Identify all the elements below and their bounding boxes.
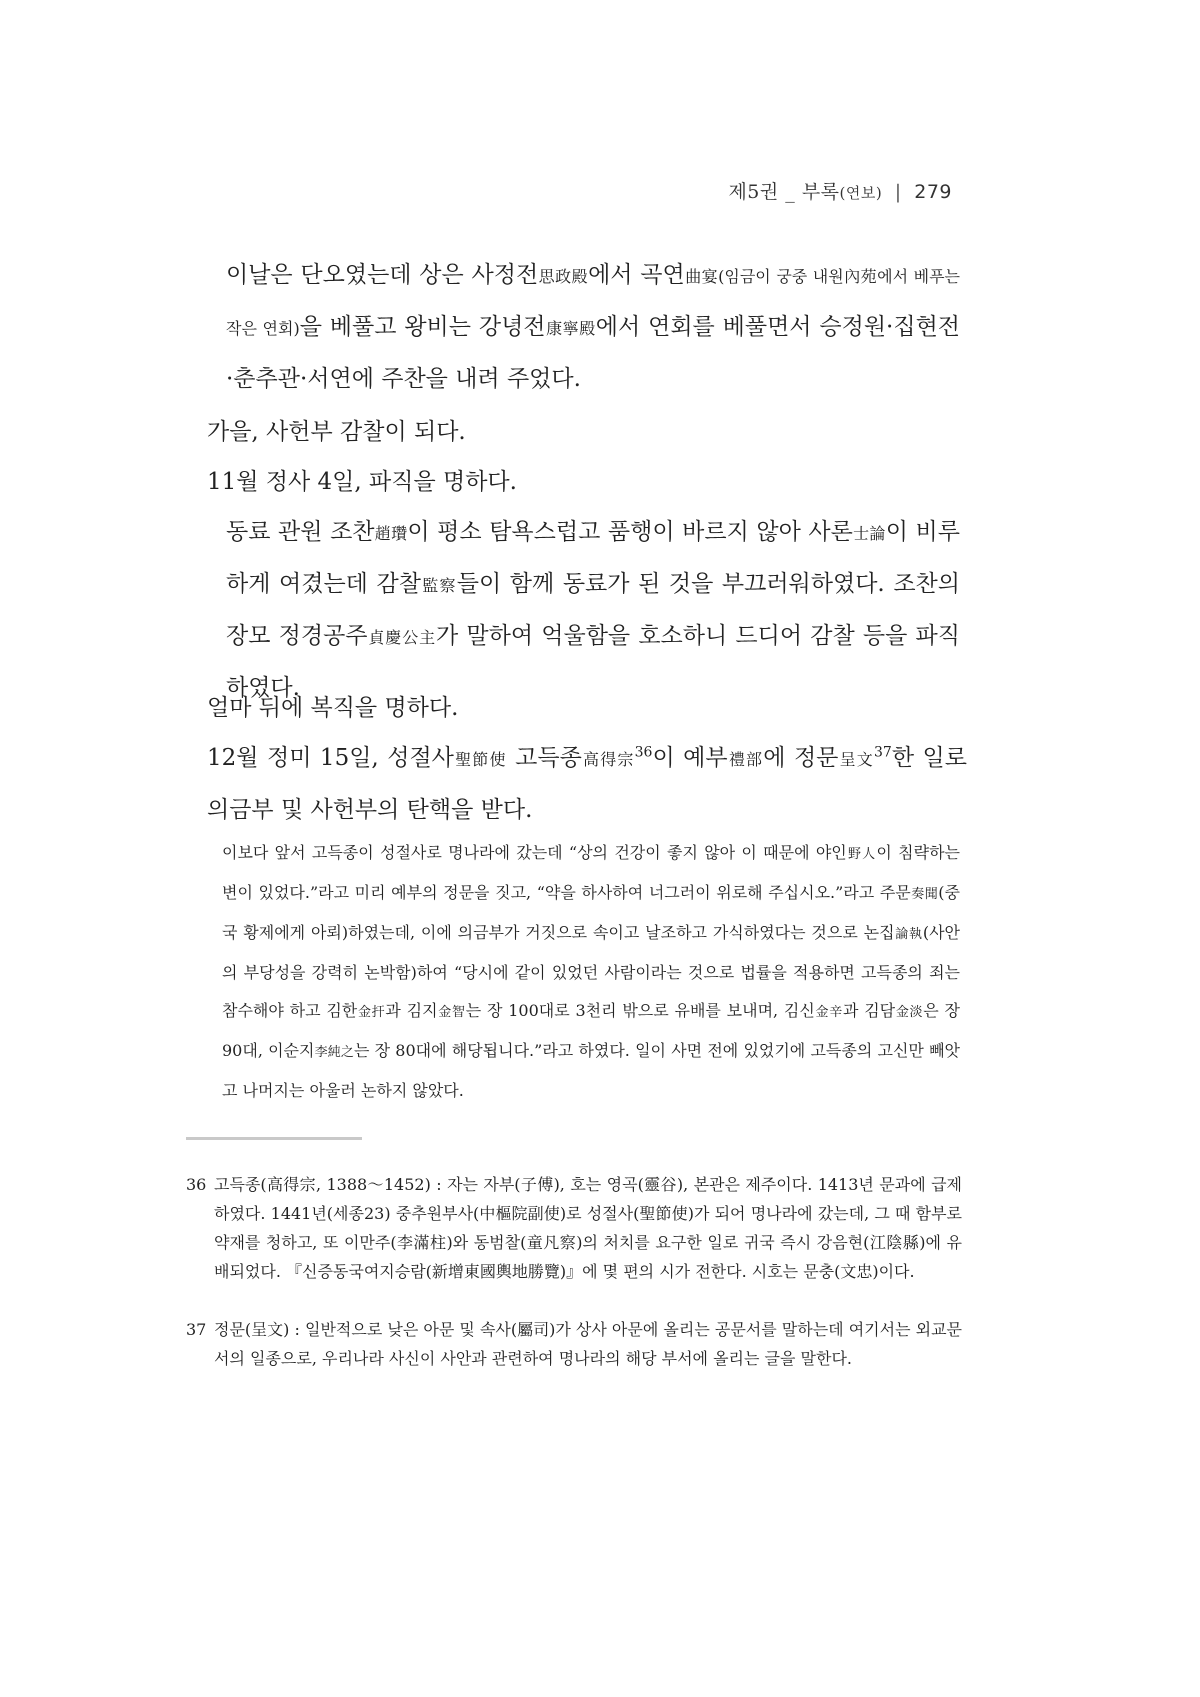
hanja-span: 金辛: [814, 1005, 843, 1020]
hanja-span: 思政殿: [538, 267, 589, 286]
text-span: 에 정문: [763, 745, 839, 771]
hanja-span: 金淡: [895, 1005, 924, 1020]
hanja-span: 趙瓚: [374, 524, 408, 543]
text-span: 과 김담: [842, 1001, 896, 1020]
section-sub-label: (연보): [839, 184, 883, 202]
paragraph-godeukjong-case: [222, 834, 960, 1110]
heading-november-dismissal: 11월 정사 4일, 파직을 명하다.: [207, 469, 517, 495]
hanja-span: 監察: [420, 576, 457, 595]
hanja-span: 奏聞: [910, 887, 939, 902]
running-header: [728, 177, 952, 204]
text-span: (사안의 부당성을 강력히 논박함)하여 “당시에 같이 있었던 사람이라는 것으로 법률을 적용하면 고득종의 죄는 참수해야 하고 김한: [222, 923, 960, 1020]
paragraph-dano-banquet: [226, 250, 960, 404]
text-span: 는 장 100대로 3천리 밖으로 유배를 보내며, 김신: [465, 1001, 815, 1020]
text-span: 이 비루하게 여겼는데 감찰: [226, 519, 960, 597]
footnote-ref-36[interactable]: 36: [634, 744, 653, 761]
text-span: 을 베풀고 왕비는 강녕전: [299, 314, 546, 340]
section-label: 부록: [801, 181, 840, 203]
footnote-36: [186, 1170, 962, 1286]
hanja-span: 李純之: [314, 1045, 354, 1060]
hanja-span: 聖節使: [453, 750, 507, 769]
text-span: (중국 황제에게 아뢰)하였는데, 이에 의금부가 거짓으로 속이고 날조하고 가식하였다는 것으로 논집: [222, 883, 960, 942]
hanja-span: 士論: [852, 524, 886, 543]
heading-autumn-inspector: 가을, 사헌부 감찰이 되다.: [207, 419, 466, 445]
text-span: 은 장 90대, 이순지: [222, 1001, 960, 1060]
text-span: 한 일로 의금부 및 사헌부의 탄핵을 받다.: [207, 745, 967, 823]
hanja-span: 論執: [894, 927, 923, 942]
heading-december-impeachment: [207, 733, 967, 835]
heading-reinstatement: 얼마 뒤에 복직을 명하다.: [207, 695, 459, 721]
footnote-text: 정문(呈文) : 일반적으로 낮은 아문 및 속사(屬司)가 상사 아문에 올리는 공문서를 말하는데 여기서는 외교문서의 일종으로, 우리나라 사신이 사안과 관련하여 명나라의 해당 부서에 올리는 글을 말한다.: [214, 1320, 962, 1368]
footnote-text: 고득종(高得宗, 1388～1452) : 자는 자부(子傅), 호는 영곡(靈谷), 본관은 제주이다. 1413년 문과에 급제하였다. 1441년(세종23) 중추원부사(中樞院副使)로 성절사(聖節使)가 되어 명나라에 갔는데, 그 때 함부로 약재를 청하고, 또 이만주(李滿柱)와 동범찰(童凡察)의 처치를 요구한 일로 귀국 즉시 강음현(江陰縣)에 유배되었다. 『신증동국여지승람(新增東國輿地勝覽)』에 몇 편의 시가 전한다. 시호는 문충(文忠)이다.: [214, 1175, 962, 1281]
volume-label: 제5권: [728, 181, 779, 203]
hanja-span: 高得宗: [581, 750, 635, 769]
footnote-number: 37: [186, 1320, 207, 1339]
footnote-divider: [186, 1137, 362, 1140]
hanja-span: 呈文: [838, 750, 874, 769]
text-span: 이날은 단오였는데 상은 사정전: [226, 262, 539, 288]
text-span: 들이 함께 동료가 된 것을 부끄러워하였다. 조찬의 장모 정경공주: [226, 571, 960, 649]
hanja-span: 康寧殿: [545, 319, 596, 338]
hanja-span: 禮部: [727, 750, 764, 769]
gloss-span: (임금이 궁중 내원: [718, 267, 844, 286]
header-separator: |: [894, 181, 902, 203]
gloss-span: 에서 베푸는 작은 연회): [226, 267, 960, 338]
hanja-span: 金扞: [357, 1005, 386, 1020]
page-number: 279: [914, 181, 952, 203]
hanja-span: 內苑: [843, 267, 878, 286]
footnote-number: 36: [186, 1175, 207, 1194]
hanja-span: 野人: [846, 847, 877, 862]
text-span: 이 예부: [652, 745, 728, 771]
text-span: 에서 곡연: [588, 262, 685, 288]
text-span: 이 평소 탐욕스럽고 품행이 바르지 않아 사론: [407, 519, 853, 545]
text-span: 과 김지: [385, 1001, 438, 1020]
hanja-span: 曲宴: [684, 267, 719, 286]
text-span: 12월 정미 15일, 성절사: [207, 745, 454, 771]
text-span: 는 장 80대에 해당됩니다.”라고 하였다. 일이 사면 전에 있었기에 고득종의 고신만 빼앗고 나머지는 아울러 논하지 않았다.: [222, 1041, 960, 1100]
footnote-ref-37[interactable]: 37: [873, 744, 892, 761]
text-span: 가 말하여 억울함을 호소하니 드디어 감찰 등을 파직하였다.: [226, 623, 960, 701]
text-span: 이 침략하는 변이 있었다.”라고 미리 예부의 정문을 짓고, “약을 하사하여 너그러이 위로해 주십시오.”라고 주문: [222, 843, 960, 902]
header-dash: _: [785, 181, 796, 203]
hanja-span: 金智: [437, 1005, 466, 1020]
text-span: 에서 연회를 베풀면서 승정원·집현전·춘추관·서연에 주찬을 내려 주었다.: [226, 314, 960, 392]
footnote-37: [186, 1315, 962, 1373]
text-span: 고득종: [506, 745, 582, 771]
text-span: 동료 관원 조찬: [226, 519, 375, 545]
hanja-span: 貞慶公主: [367, 628, 436, 647]
text-span: 이보다 앞서 고득종이 성절사로 명나라에 갔는데 “상의 건강이 좋지 않아 이 때문에 야인: [222, 843, 847, 862]
